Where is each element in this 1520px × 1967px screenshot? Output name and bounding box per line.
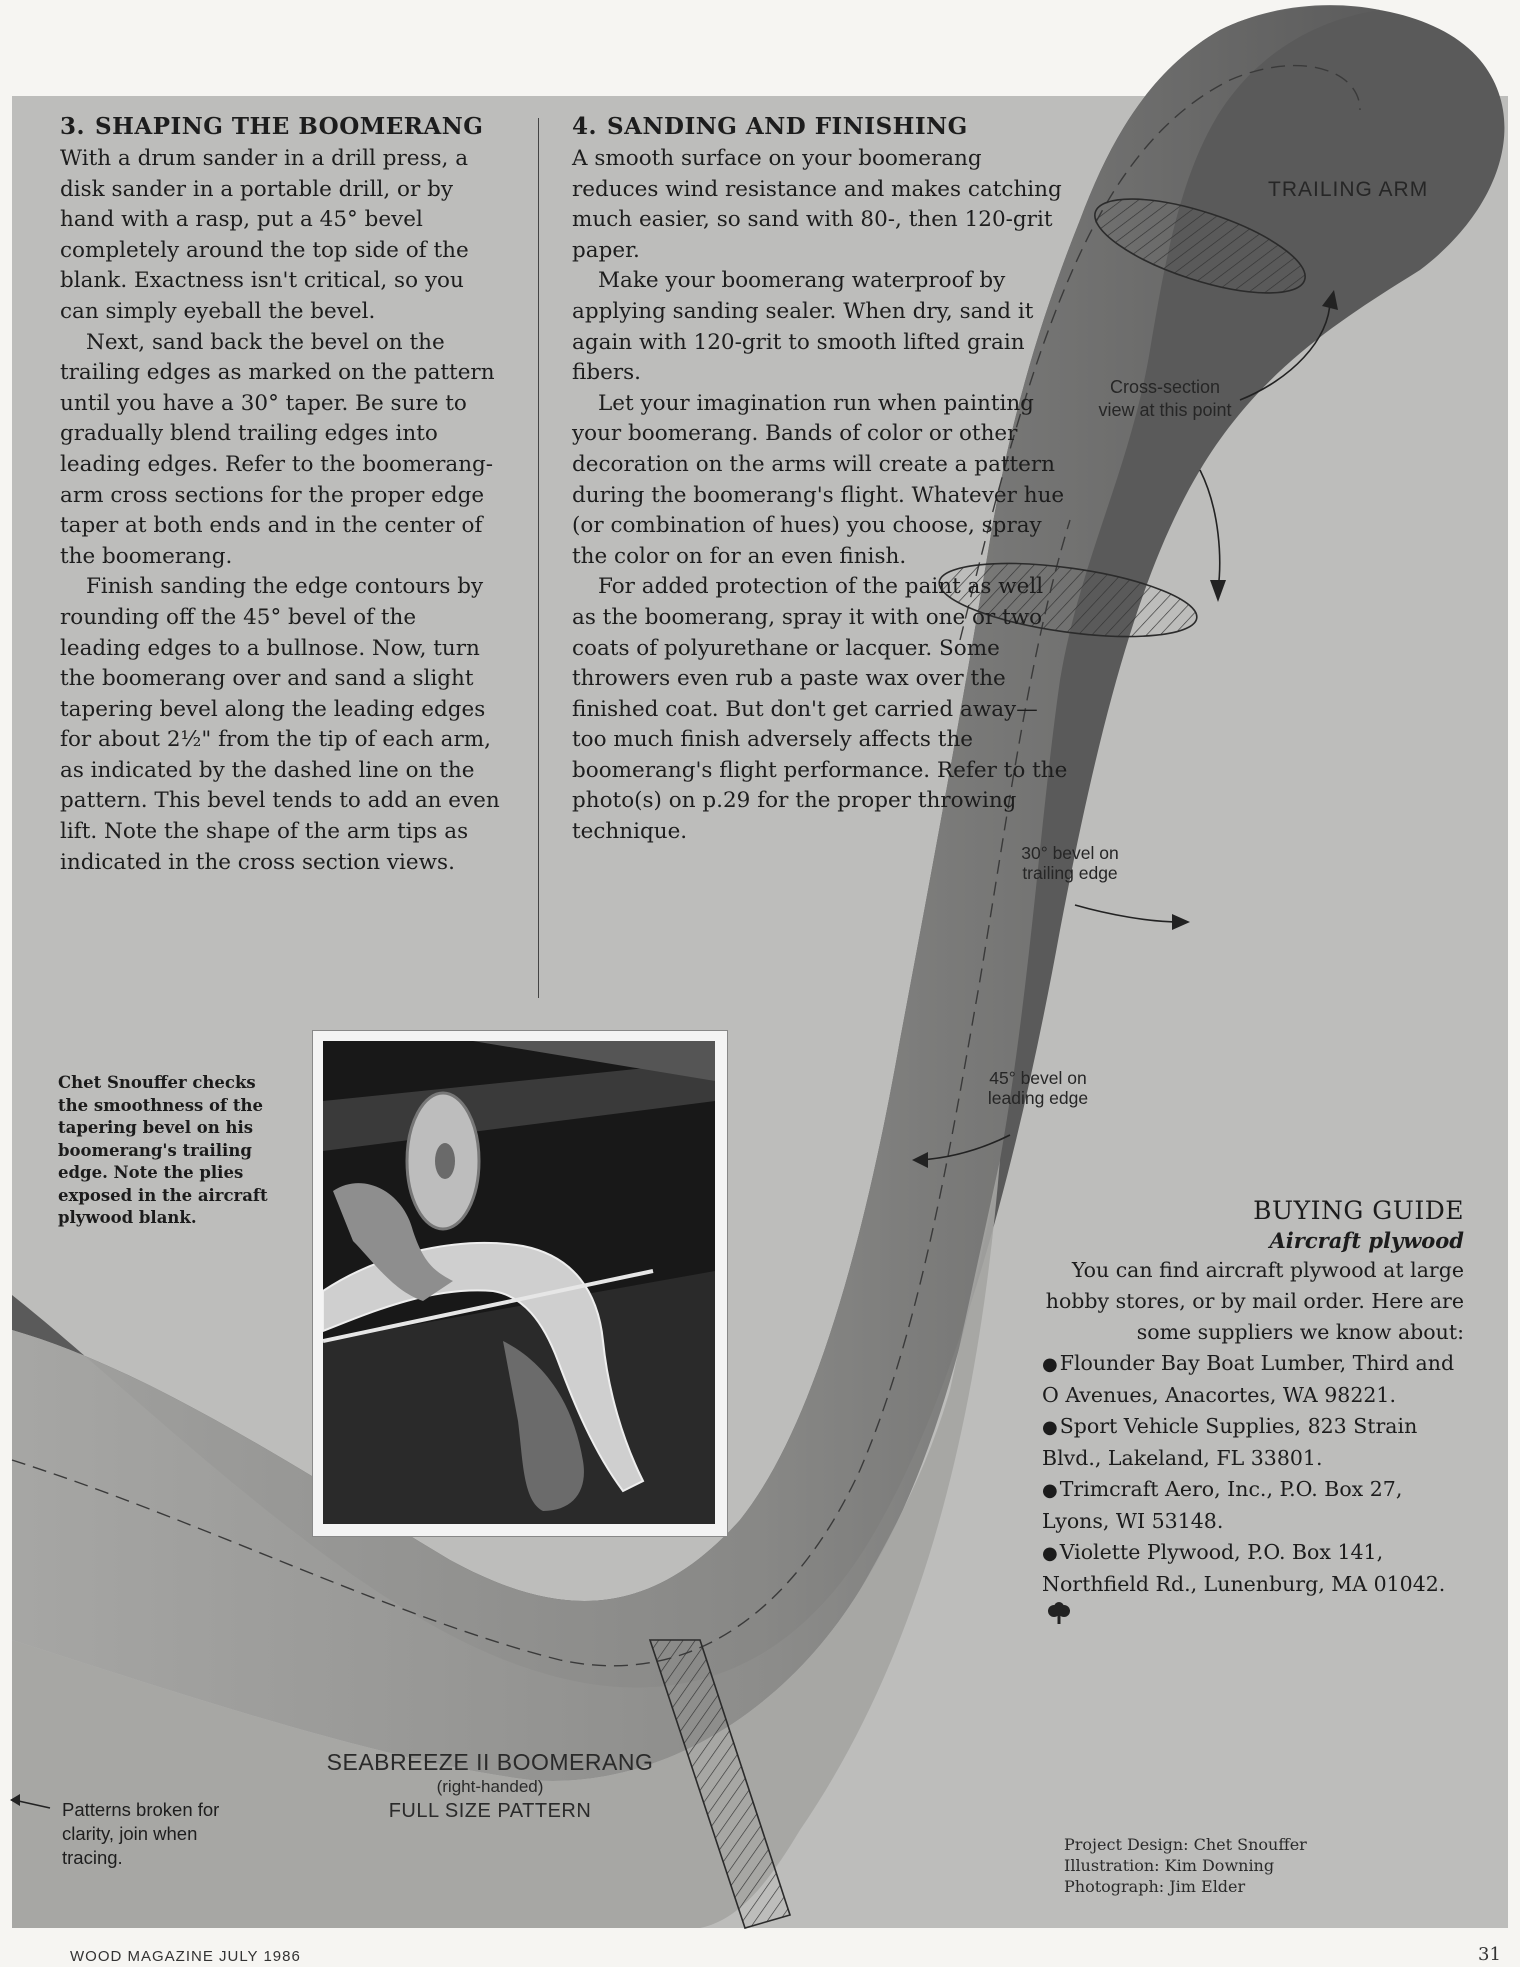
figure-label-45-bevel: 45° bevel on leading edge — [987, 1068, 1089, 1108]
paragraph: For added protection of the paint as well as the boomerang, spray it with one or two coats of polyurethane or lacquer. Some throwers even rub a paste wax over the finished coat. But don't get carried away—too much finish adversely affects the boomerang's flight performance. Refer to the photo(s) on p.29 for the proper throwing technique. — [572, 574, 1068, 845]
section-sanding — [572, 112, 1072, 848]
pattern-note: Patterns broken for clarity, join when tracing. — [62, 1799, 220, 1868]
supplier-text: Flounder Bay Boat Lumber, Third and O Avenues, Anacortes, WA 98221. — [1042, 1351, 1455, 1407]
paragraph: With a drum sander in a drill press, a disk sander in a portable drill, or by hand with a rasp, put a 45° bevel completely around the top side of the blank. Exactness isn't critical, so you can simply eyeball the bevel. — [60, 146, 469, 324]
photo-sanding-boomerang — [323, 1041, 715, 1524]
supplier-text: Sport Vehicle Supplies, 823 Strain Blvd., Lakeland, FL 33801. — [1042, 1414, 1418, 1470]
paragraph: Make your boomerang waterproof by applying sanding sealer. When dry, sand it again with 120-grit to smooth lifted grain fibers. — [572, 268, 1034, 386]
figure-label-cross-section: Cross-section view at this point — [1098, 377, 1232, 420]
supplier-list — [1042, 1348, 1464, 1631]
section-number: 3. — [60, 113, 86, 140]
arrow-head-30-bevel — [1172, 914, 1190, 930]
arrow-head-middle — [1210, 580, 1226, 602]
bullet-icon: ● — [1042, 1480, 1058, 1501]
credit-line: Illustration: Kim Downing — [1064, 1856, 1275, 1875]
paragraph: A smooth surface on your boomerang reduces wind resistance and makes catching much easier, so sand with 80-, then 120-grit paper. — [572, 146, 1062, 263]
photo-caption: Chet Snouffer checks the smoothness of the tapering bevel on his boomerang's trailing edge. Note the plies exposed in the aircraft plywood blank. — [58, 1073, 268, 1227]
page-number: 31 — [1478, 1944, 1501, 1965]
bullet-icon: ● — [1042, 1543, 1058, 1564]
supplier-text: Trimcraft Aero, Inc., P.O. Box 27, Lyons, WI 53148. — [1042, 1477, 1403, 1533]
section-title: SANDING AND FINISHING — [607, 113, 968, 140]
list-item — [1042, 1348, 1464, 1411]
bullet-icon: ● — [1042, 1354, 1058, 1375]
figure-label-trailing-arm: TRAILING ARM — [1268, 178, 1429, 201]
paragraph: Let your imagination run when painting your boomerang. Bands of color or other decoration on the arms will create a pattern during the boomerang's flight. Whatever hue (or combination of hues) you choose, spray the color on for an even finish. — [572, 390, 1065, 569]
section-heading-sanding — [572, 112, 1072, 142]
credit-line: Photograph: Jim Elder — [1064, 1877, 1246, 1896]
section-shaping — [60, 112, 500, 878]
section-number: 4. — [572, 113, 598, 140]
credits — [1064, 1834, 1444, 1897]
list-item — [1042, 1474, 1464, 1537]
column-divider — [538, 118, 539, 998]
paragraph: Next, sand back the bevel on the trailing edges as marked on the pattern until you have a 30° taper. Be sure to gradually blend trailing edges into leading edges. Refer to the boomerang-arm cross sections for the proper edge taper at both ends and in the center of the boomerang. — [60, 329, 495, 569]
buying-guide-heading: BUYING GUIDE — [1253, 1196, 1464, 1225]
list-item — [1042, 1537, 1464, 1631]
pattern-title-handedness: (right-handed) — [436, 1777, 544, 1796]
list-item — [1042, 1411, 1464, 1474]
buying-guide-subheading: Aircraft plywood — [1269, 1228, 1464, 1253]
supplier-text: Violette Plywood, P.O. Box 141, Northfield Rd., Lunenburg, MA 01042. — [1042, 1540, 1446, 1596]
tree-icon — [1046, 1602, 1072, 1626]
section-title: SHAPING THE BOOMERANG — [95, 113, 484, 140]
buying-guide — [1042, 1195, 1464, 1631]
bullet-icon: ● — [1042, 1417, 1058, 1438]
paragraph: Finish sanding the edge contours by rounding off the 45° bevel of the leading edges to a bullnose. Now, turn the boomerang over and sand a slight tapering bevel along the leading edges for about 2½" from the tip of each arm, as indicated by the dashed line on the pattern. This bevel tends to add an even lift. Note the shape of the arm tips as indicated in the cross section views. — [60, 574, 500, 875]
photo — [312, 1030, 728, 1537]
arrow-cross-section-middle — [1200, 470, 1220, 590]
arrow-30-bevel — [1075, 905, 1180, 922]
footer-magazine: WOOD MAGAZINE JULY 1986 — [70, 1948, 301, 1965]
pattern-title-name: SEABREEZE II BOOMERANG — [326, 1749, 654, 1775]
credit-line: Project Design: Chet Snouffer — [1064, 1835, 1307, 1854]
figure-label-30-bevel: 30° bevel on trailing edge — [1021, 843, 1119, 883]
pattern-title-scale: FULL SIZE PATTERN — [388, 1800, 592, 1822]
buying-guide-intro: You can find aircraft plywood at large hobby stores, or by mail order. Here are some suppliers we know about: — [1045, 1258, 1464, 1344]
section-heading-shaping — [60, 112, 500, 142]
pattern-title — [260, 1748, 720, 1824]
